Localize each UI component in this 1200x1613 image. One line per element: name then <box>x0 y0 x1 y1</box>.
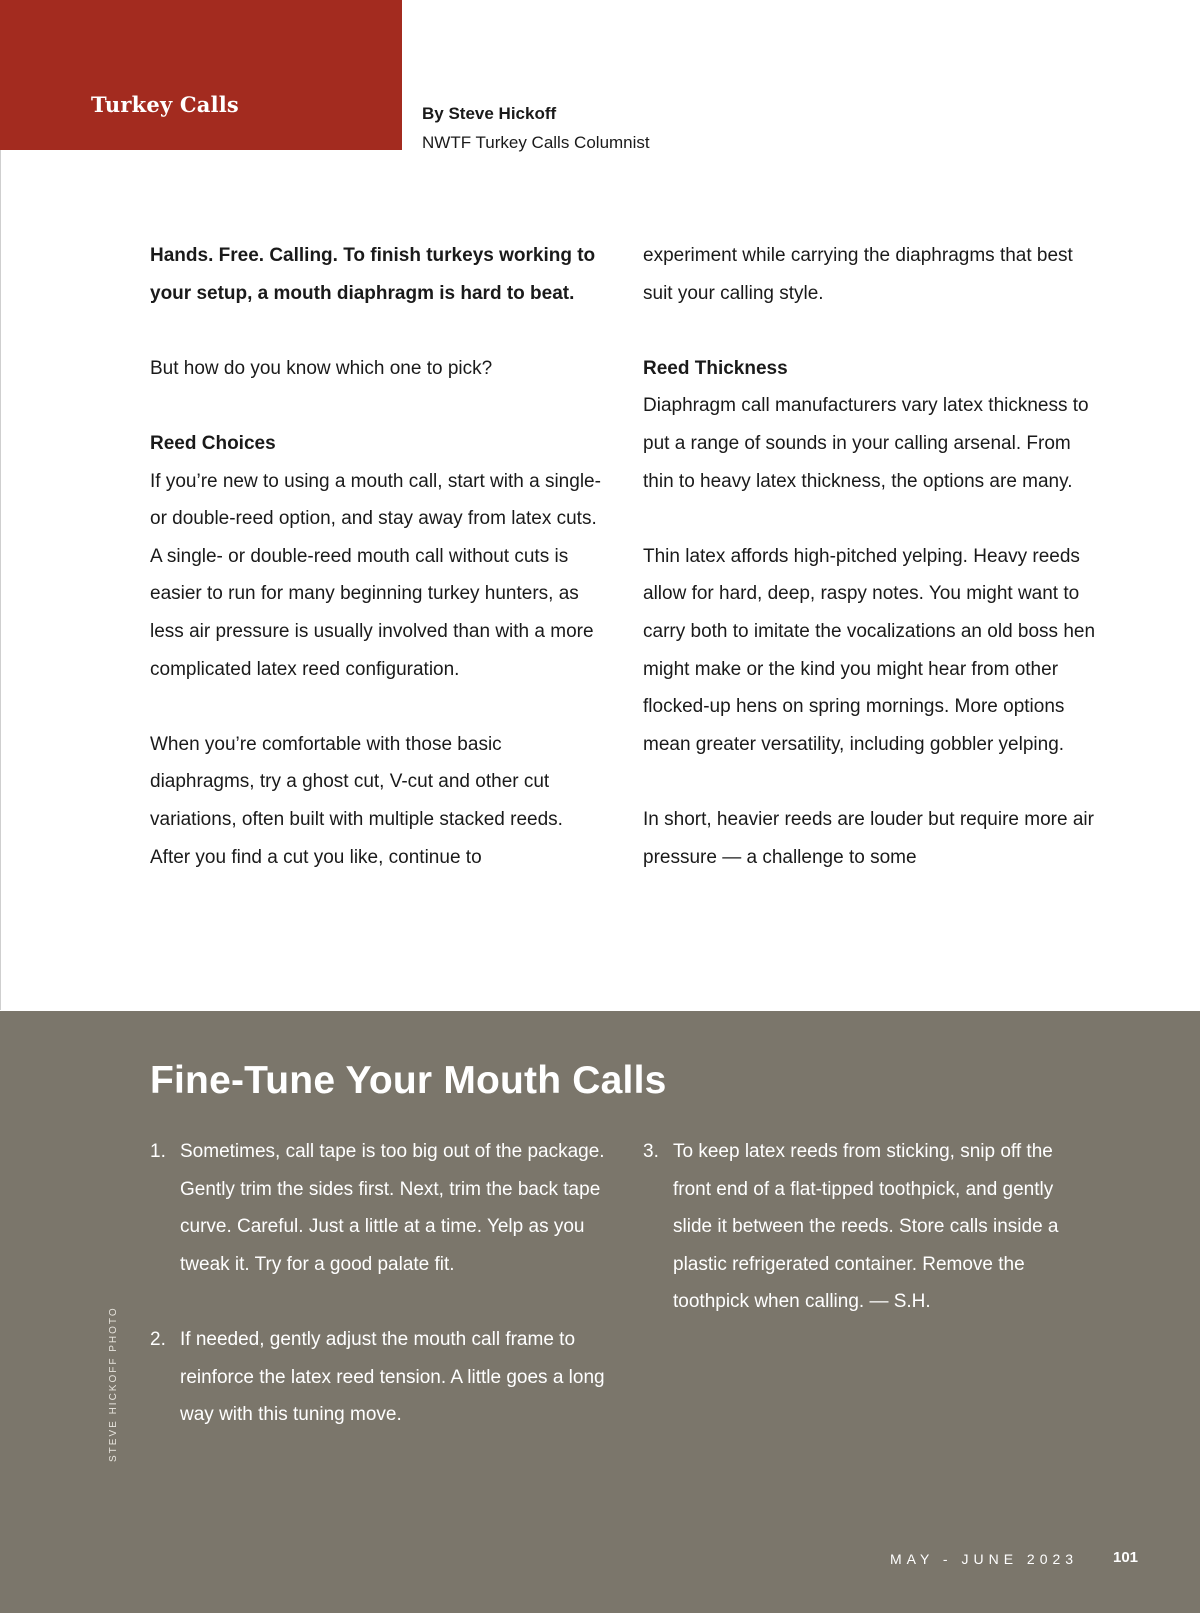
subheading-reed-choices: Reed Choices <box>150 432 276 454</box>
author-byline: By Steve Hickoff <box>422 104 557 123</box>
article-paragraph: If you’re new to using a mouth call, start with a single- or double-reed option, and stay away from latex cuts. A single- or double-reed mouth call without cuts is easier to run for many beginning turkey hunters, as less air pressure is usually involved than with a more complicated latex reed configuration. <box>150 470 601 680</box>
sidebar-title: Fine-Tune Your Mouth Calls <box>150 1059 667 1102</box>
section-label: Turkey Calls <box>91 92 239 117</box>
article-column-left <box>150 237 605 876</box>
tip-item <box>643 1133 1083 1321</box>
article-column-right <box>643 237 1098 876</box>
tips-list-right <box>643 1133 1083 1359</box>
tip-text: To keep latex reeds from sticking, snip off the front end of a flat-tipped toothpick, and gently slide it between the reeds. Store calls inside a plastic refrigerated container. Remove the toothpick when calling. — S.H. <box>673 1141 1059 1313</box>
article-lead: Hands. Free. Calling. To finish turkeys working to your setup, a mouth diaphragm is hard to beat. <box>150 245 596 304</box>
tip-number: 2. <box>150 1328 166 1350</box>
article-paragraph: Diaphragm call manufacturers vary latex thickness to put a range of sounds in your calling arsenal. From thin to heavy latex thickness, the options are many. <box>643 395 1089 492</box>
tip-item <box>150 1133 610 1283</box>
issue-date: MAY - JUNE 2023 <box>890 1551 1079 1567</box>
tips-sidebar <box>0 1011 1200 1613</box>
subheading-reed-thickness: Reed Thickness <box>643 357 788 379</box>
tip-number: 3. <box>643 1141 659 1162</box>
article-paragraph: When you’re comfortable with those basic diaphragms, try a ghost cut, V-cut and other cut variations, often built with multiple stacked reeds. After you find a cut you like, continue to <box>150 733 563 868</box>
tip-text: Sometimes, call tape is too big out of the package. Gently trim the sides first. Next, trim the back tape curve. Careful. Just a little at a time. Yelp as you tweak it. Try for a good palate fit. <box>180 1141 605 1275</box>
page-number: 101 <box>1113 1549 1139 1566</box>
author-role: NWTF Turkey Calls Columnist <box>422 133 650 152</box>
section-header-band <box>0 0 402 150</box>
article-paragraph: experiment while carrying the diaphragms that best suit your calling style. <box>643 245 1073 304</box>
article-paragraph: Thin latex affords high-pitched yelping. Heavy reeds allow for hard, deep, raspy notes. You might want to carry both to imitate the vocalizations an old boss hen might make or the kind you might hear from other flocked-up hens on spring mornings. More options mean greater versatility, including gobbler yelping. <box>643 545 1096 755</box>
tip-number: 1. <box>150 1141 166 1162</box>
page-edge-rule <box>0 150 1 1010</box>
article-paragraph: But how do you know which one to pick? <box>150 357 493 379</box>
tips-list-left <box>150 1133 610 1471</box>
tip-text: If needed, gently adjust the mouth call frame to reinforce the latex reed tension. A little goes a long way with this tuning move. <box>180 1328 605 1426</box>
photo-credit: STEVE HICKOFF PHOTO <box>108 1306 119 1462</box>
tip-item <box>150 1321 610 1434</box>
article-paragraph: In short, heavier reeds are louder but require more air pressure — a challenge to some <box>643 808 1094 868</box>
